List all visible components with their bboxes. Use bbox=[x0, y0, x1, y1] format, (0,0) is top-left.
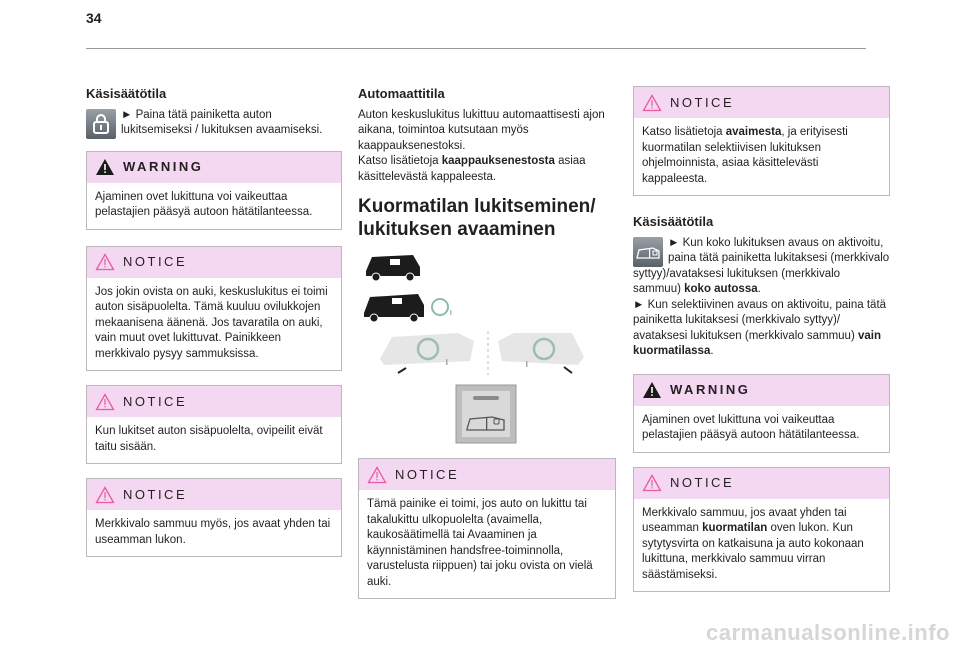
notice-text: Katso lisätietoja avaimesta, ja erityisesti kuormatilan selektiivisen lukituksen ohjelmoinnista, asiaa käsittelevästi kappaleesta. bbox=[642, 126, 848, 185]
notice-triangle-icon bbox=[642, 474, 662, 492]
warning-label: WARNING bbox=[123, 159, 204, 175]
auto-mode-text: Auton keskuslukitus lukittuu automaattisesti ajon aikana, toimintoa kutsutaan myös kaappauksenestoksi. bbox=[358, 108, 605, 152]
warning-text: Ajaminen ovet lukittuna voi vaikeuttaa pelastajien pääsyä autoon hätätilanteessa. bbox=[95, 190, 313, 218]
auto-mode-reference: Katso lisätietoja kaappauksenestosta asiaa käsittelevästä kappaleesta. bbox=[358, 155, 586, 183]
dashboard-illustration bbox=[380, 331, 584, 375]
van-illustration bbox=[366, 255, 420, 281]
warning-triangle-icon bbox=[642, 381, 662, 399]
column-2 bbox=[358, 86, 616, 599]
notice-label: NOTICE bbox=[123, 254, 188, 270]
notice-triangle-icon bbox=[95, 253, 115, 271]
notice-label: NOTICE bbox=[123, 486, 188, 502]
notice-box bbox=[633, 86, 890, 196]
page-heading: Kuormatilan lukitseminen/ lukituksen avaaminen bbox=[358, 196, 596, 240]
watermark: carmanualsonline.info bbox=[706, 620, 950, 645]
van-lock-button-icon bbox=[633, 237, 663, 267]
warning-box bbox=[633, 374, 890, 453]
section-title: Käsisäätötila bbox=[86, 86, 167, 101]
notice-text: Merkkivalo sammuu, jos avaat yhden tai useamman kuormatilan oven lukon. Kun sytytysvirta on katkaisuna ja auto kokonaan lukittuna, merkkivalo sammuu virran säästämiseksi. bbox=[642, 506, 864, 581]
notice-label: NOTICE bbox=[123, 393, 188, 409]
notice-triangle-icon bbox=[642, 94, 662, 112]
notice-box bbox=[86, 385, 342, 464]
notice-triangle-icon bbox=[95, 486, 115, 504]
notice-box bbox=[358, 458, 616, 599]
warning-text: Ajaminen ovet lukittuna voi vaikeuttaa pelastajien pääsyä autoon hätätilanteessa. bbox=[642, 413, 860, 441]
notice-box bbox=[633, 467, 890, 593]
page-number: 34 bbox=[86, 10, 102, 26]
lock-instruction-text: ► Paina tätä painiketta auton lukitsemiseksi / lukituksen avaamiseksi. bbox=[121, 108, 323, 136]
notice-text: Merkkivalo sammuu myös, jos avaat yhden tai useamman lukon. bbox=[95, 518, 331, 546]
van-lock-button-icon bbox=[456, 385, 516, 443]
section-title: Käsisäätötila bbox=[633, 214, 714, 229]
warning-box bbox=[86, 151, 342, 230]
notice-label: NOTICE bbox=[395, 466, 460, 482]
steering-wheel-icon bbox=[432, 299, 452, 315]
warning-triangle-icon bbox=[95, 158, 115, 176]
header-rule bbox=[86, 48, 866, 49]
column-1 bbox=[86, 86, 342, 557]
notice-triangle-icon bbox=[95, 393, 115, 411]
notice-box bbox=[86, 246, 342, 372]
notice-box bbox=[86, 478, 342, 557]
illustrations bbox=[358, 249, 616, 444]
warning-label: WARNING bbox=[670, 382, 751, 398]
padlock-button-icon bbox=[86, 109, 116, 139]
instruction-load-space: ► Kun selektiivinen avaus on aktivoitu, paina tätä painiketta lukitaksesi (merkkivalo syttyy)/ avataksesi lukituksen (merkkivalo sammuu) vain kuormatilassa. bbox=[633, 298, 887, 357]
section-title: Automaattitila bbox=[358, 86, 445, 101]
lock-instruction bbox=[86, 108, 342, 139]
notice-text: Kun lukitset auton sisäpuolelta, ovipeilit eivät taitu sisään. bbox=[95, 425, 323, 453]
notice-label: NOTICE bbox=[670, 94, 735, 110]
notice-label: NOTICE bbox=[670, 475, 735, 491]
selective-instructions bbox=[633, 236, 890, 360]
column-3 bbox=[633, 86, 890, 592]
van-illustrations bbox=[358, 249, 616, 444]
notice-text: Tämä painike ei toimi, jos auto on lukittu tai takalukittu ulkopuolelta (avaimella, kaukosäätimellä tai Avaaminen ja käynnistäminen handsfree-toiminnolla, varustelusta riippuen) tai joku ovista on vielä auki. bbox=[367, 498, 593, 588]
long-van-illustration bbox=[364, 294, 424, 322]
notice-triangle-icon bbox=[367, 466, 387, 484]
notice-text: Jos jokin ovista on auki, keskuslukitus ei toimi auton sisäpuolelta. Tämä kuuluu ovilukkojen mekaanisena äänenä. Jos tavaratila on auki, vain muut ovet lukittuvat. Painikkeen merkkivalo pysyy sammuksissa. bbox=[95, 285, 328, 360]
instruction-whole-vehicle: ► Kun koko lukituksen avaus on aktivoitu, paina tätä painiketta lukitaksesi (merkkivalo syttyy)/avataksesi lukituksen (merkkivalo sammuu) koko autossa. bbox=[633, 236, 890, 295]
